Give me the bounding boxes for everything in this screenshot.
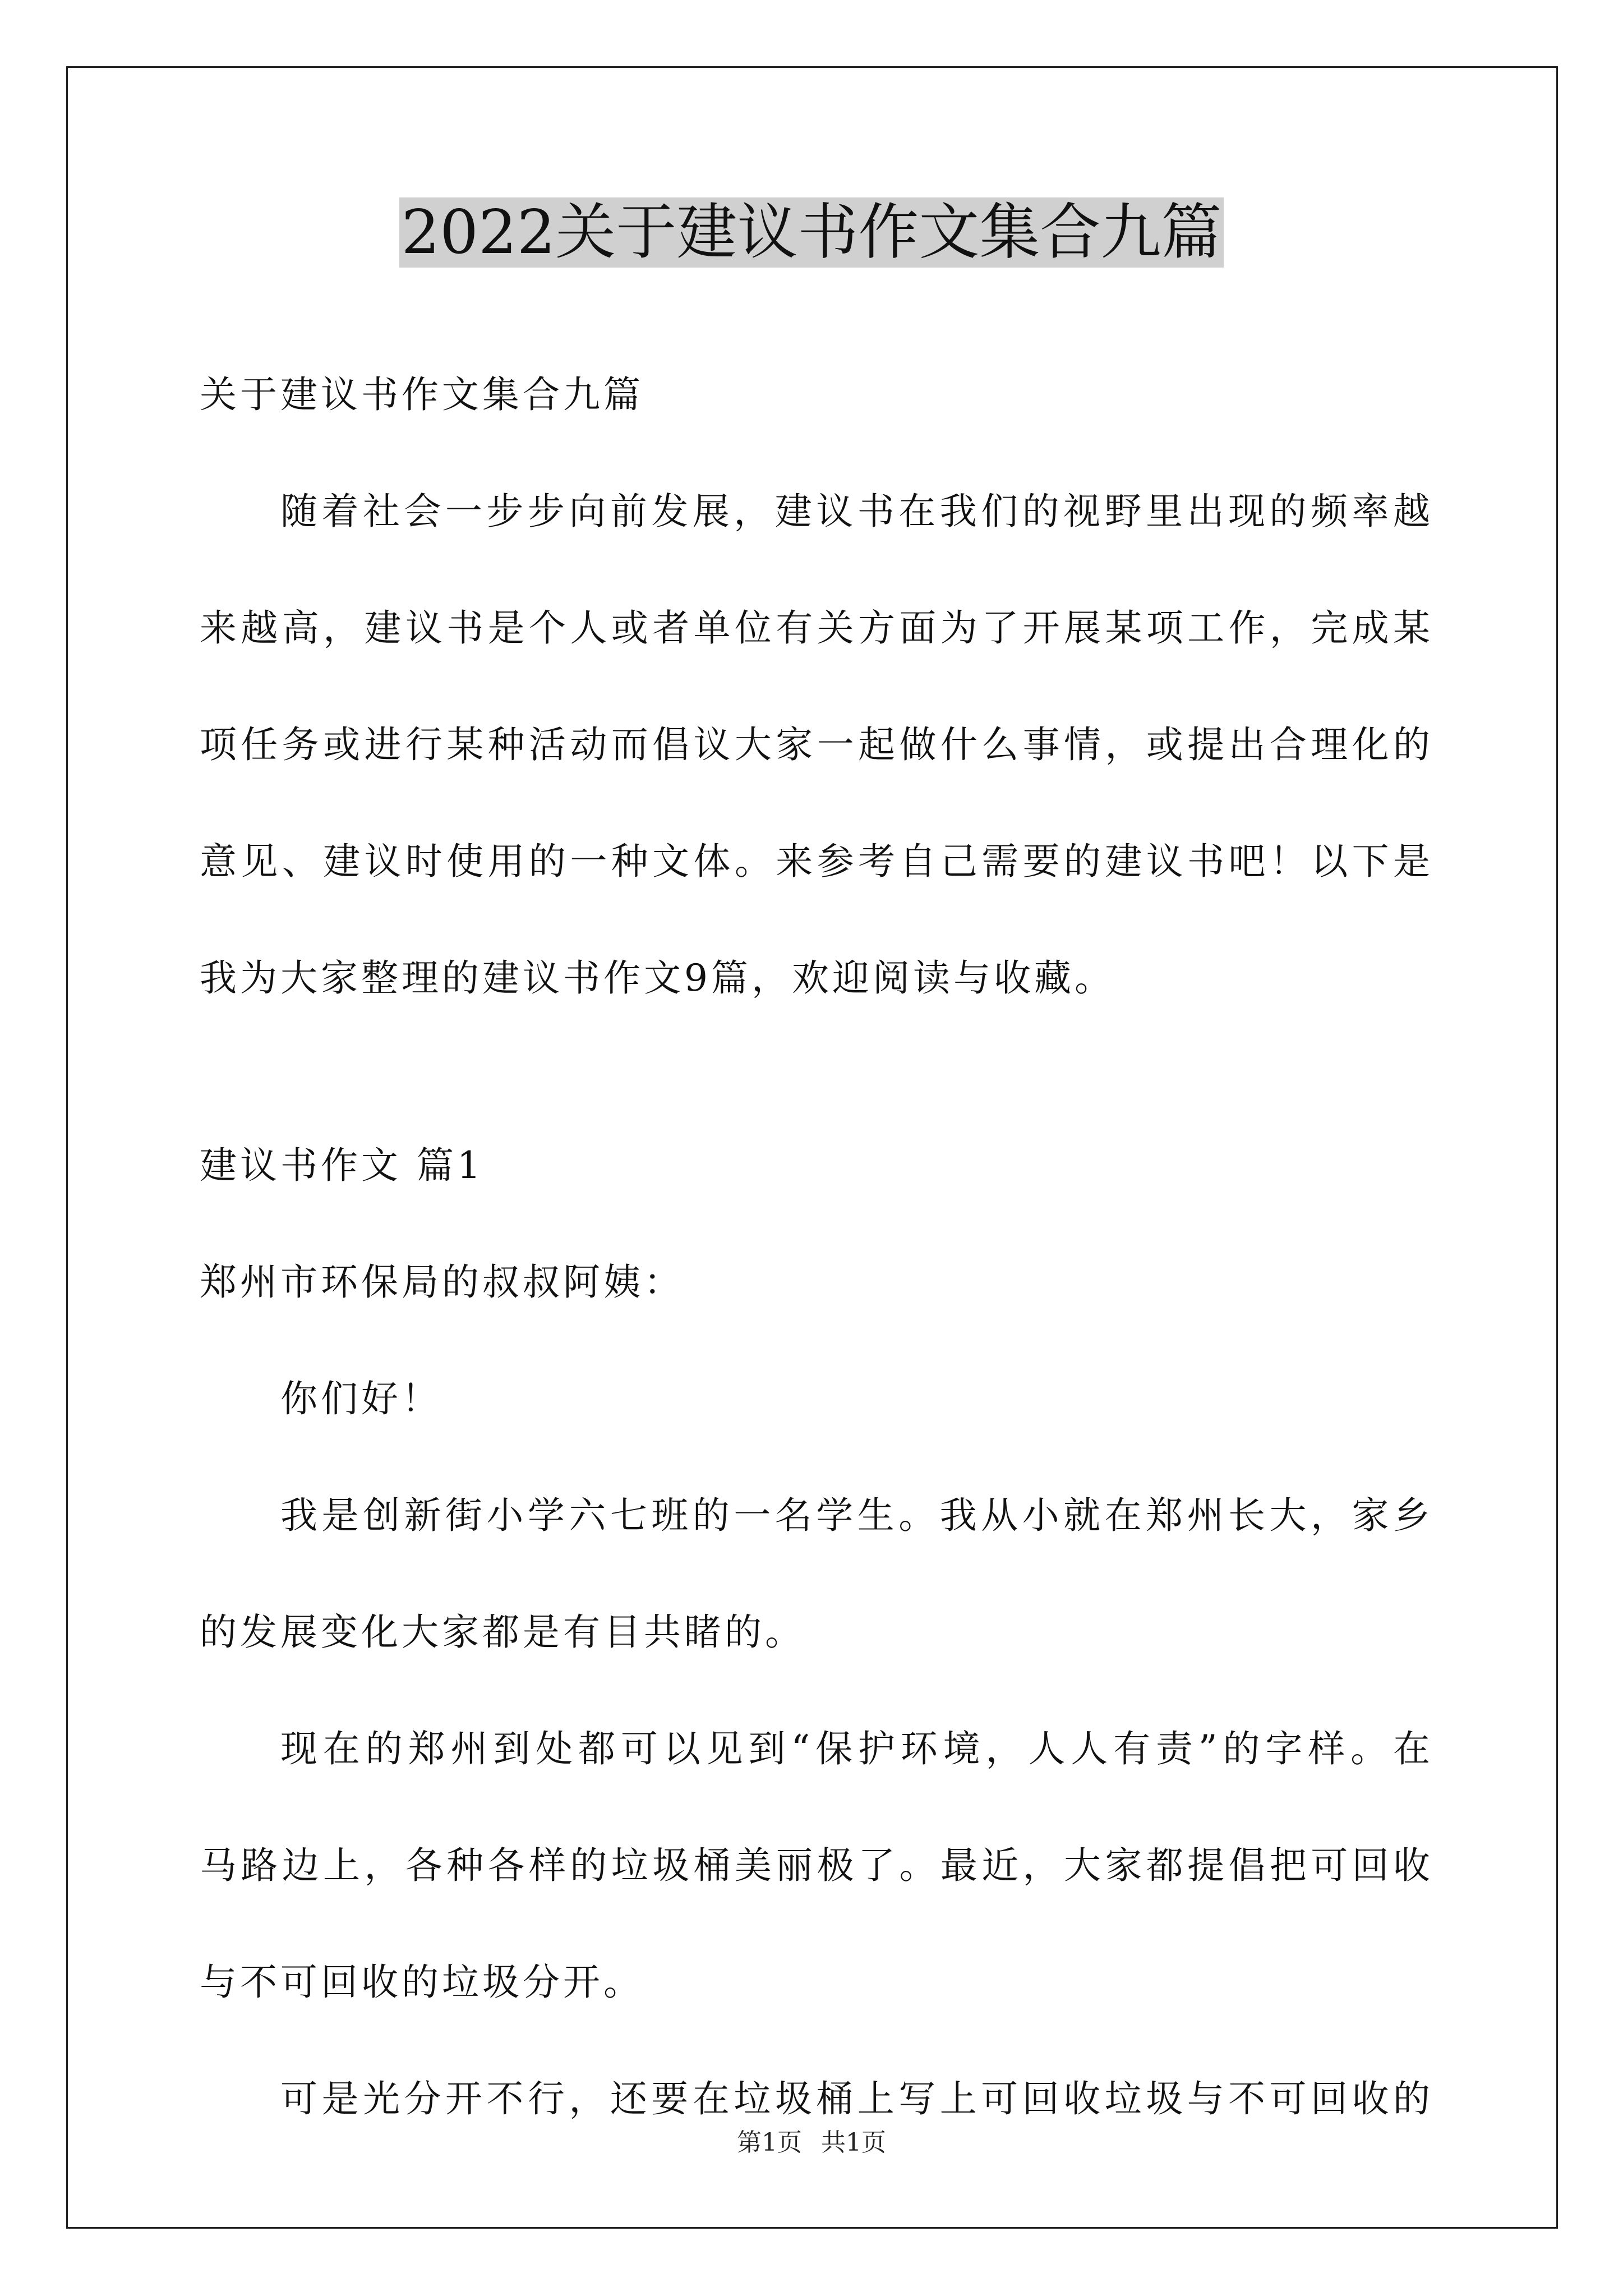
letter-salutation: 郑州市环保局的叔叔阿姨： bbox=[200, 1260, 684, 1304]
intro-line: 项任务或进行某种活动而倡议大家一起做什么事情，或提出合理化的 bbox=[200, 723, 1433, 766]
intro-paragraph bbox=[200, 453, 1433, 1037]
body-paragraph-2 bbox=[200, 1691, 1433, 2041]
document-title bbox=[0, 191, 1623, 275]
page-footer: 第1页 共1页 bbox=[737, 2128, 886, 2157]
letter-greeting: 你们好！ bbox=[280, 1377, 442, 1420]
intro-line: 意见、建议时使用的一种文体。来参考自己需要的建议书吧！以下是 bbox=[200, 840, 1433, 883]
paragraph-line: 现在的郑州到处都可以见到“保护环境，人人有责”的字样。在 bbox=[280, 1727, 1433, 1770]
paragraph-line: 与不可回收的垃圾分开。 bbox=[200, 1961, 644, 2004]
paragraph-line: 我是创新街小学六七班的一名学生。我从小就在郑州长大，家乡 bbox=[280, 1494, 1433, 1537]
paragraph-line: 的发展变化大家都是有目共睹的。 bbox=[200, 1611, 805, 1654]
intro-line: 我为大家整理的建议书作文9篇，欢迎阅读与收藏。 bbox=[200, 956, 1115, 1000]
paragraph-line: 马路边上，各种各样的垃圾桶美丽极了。最近，大家都提倡把可回收 bbox=[200, 1844, 1433, 1887]
intro-line: 随着社会一步步向前发展，建议书在我们的视野里出现的频率越 bbox=[280, 490, 1433, 533]
document-body bbox=[200, 337, 1433, 2157]
intro-line: 来越高，建议书是个人或者单位有关方面为了开展某项工作，完成某 bbox=[200, 606, 1433, 650]
section-heading: 建议书作文 篇1 bbox=[200, 1144, 484, 1187]
body-paragraph-1 bbox=[200, 1457, 1433, 1691]
document-subtitle: 关于建议书作文集合九篇 bbox=[200, 373, 644, 416]
document-title-text: 2022关于建议书作文集合九篇 bbox=[399, 197, 1224, 268]
section-gap bbox=[200, 1037, 1433, 1107]
paragraph-line: 可是光分开不行，还要在垃圾桶上写上可回收垃圾与不可回收的 bbox=[280, 2077, 1433, 2120]
